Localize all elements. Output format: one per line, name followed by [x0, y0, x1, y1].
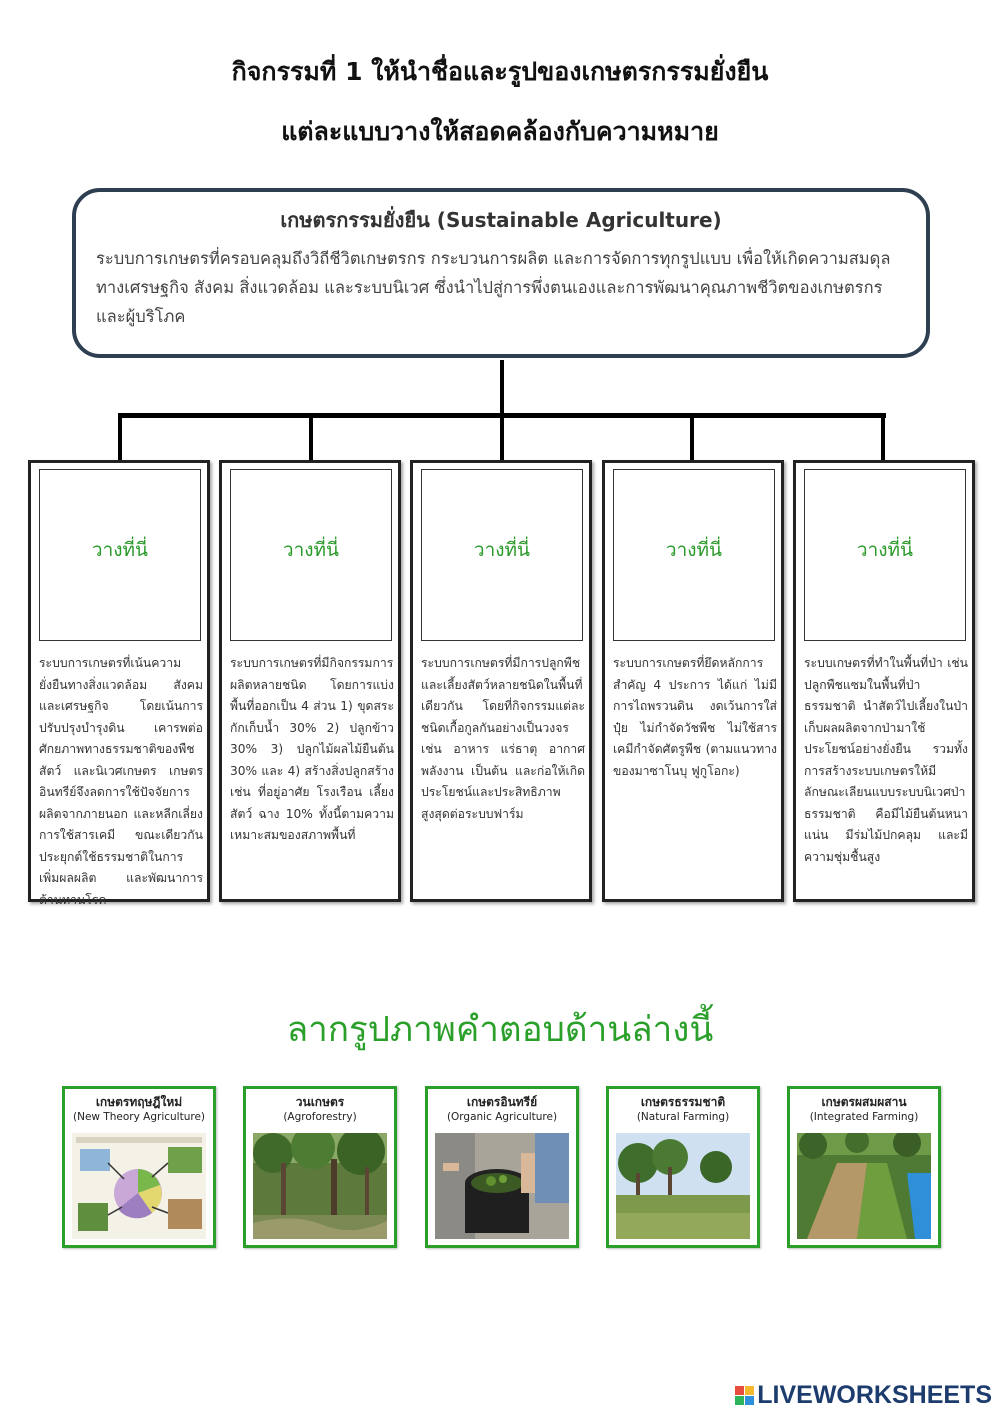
- drop-zone[interactable]: [613, 469, 775, 641]
- column-description: ระบบเกษตรที่ทำในพื้นที่ป่า เช่น ปลูกพืชแซมในพื้นที่ป่าธรรมชาติ นำสัตว์ไปเลี้ยงในป่า เก็บผลผลิตจากป่ามาใช้ประโยชน์อย่างยั่งยืน รวมทั้ง การสร้างระบบเกษตรให้มีลักษณะเลียนแบบระบบนิเวศป่าธรรมชาติ คือมีไม้ยืนต้นหนาแน่น มีร่มไม้ปกคลุม และมีความชุ่มชื้นสูง: [804, 656, 968, 864]
- card-title: วนเกษตร: [295, 1095, 345, 1109]
- column-description: ระบบการเกษตรที่มีการปลูกพืชและเลี้ยงสัตว์หลายชนิดในพื้นที่เดียวกัน โดยที่กิจกรรมแต่ละชนิดเกื้อกูลกันอย่างเป็นวงจร เช่น อาหาร แร่ธาตุ อากาศ พลังงาน เป็นต้น และก่อให้เกิดประโยชน์และประสิทธิภาพสูงสุดต่อระบบฟาร์ม: [421, 656, 585, 821]
- card-title: เกษตรผสมผสาน: [821, 1095, 907, 1109]
- card-title: เกษตรธรรมชาติ: [640, 1095, 726, 1109]
- card-english-title: (Integrated Farming): [809, 1111, 919, 1123]
- logo-square-yellow: [745, 1386, 754, 1395]
- answer-card-natural-farming[interactable]: [606, 1086, 760, 1248]
- answer-card-agroforestry[interactable]: [243, 1086, 397, 1248]
- card-english-title: (Natural Farming): [636, 1111, 730, 1123]
- definition-body: ระบบการเกษตรที่ครอบคลุมถึงวิถีชีวิตเกษตรกร กระบวนการผลิต และการจัดการทุกรูปแบบ เพื่อให้เกิดความสมดุลทางเศรษฐกิจ สังคม สิ่งแวดล้อม และระบบนิเวศ ซึ่งนำไปสู่การพึ่งตนเองและการพัฒนาคุณภาพชีวิตของเกษตรกรและผู้บริโภค: [96, 249, 891, 326]
- drop-zone[interactable]: [804, 469, 966, 641]
- column-description: ระบบการเกษตรที่เน้นความยั่งยืนทางสิ่งแวดล้อม สังคม และเศรษฐกิจ โดยเน้นการปรับปรุงบำรุงดิน เคารพต่อศักยภาพทางธรรมชาติของพืช สัตว์ และนิเวศเกษตร เกษตรอินทรีย์จึงลดการใช้ปัจจัยการผลิตจากภายนอก และหลีกเลี่ยงการใช้สารเคมี ขณะเดียวกัน ประยุกต์ใช้ธรรมชาติในการเพิ่มผลผลิต และพัฒนาการต้านทานโรค: [39, 656, 203, 907]
- liveworksheets-logo: [735, 1380, 992, 1410]
- drag-instruction-heading: ลากรูปภาพคำตอบด้านล่างนี้: [286, 1010, 714, 1050]
- card-title: เกษตรทฤษฎีใหม่: [95, 1095, 183, 1109]
- drop-zone-placeholder: วางที่นี่: [665, 539, 723, 561]
- drop-zone-placeholder: วางที่นี่: [91, 539, 149, 561]
- logo-text: LIVEWORKSHEETS: [757, 1380, 992, 1409]
- definition-title: เกษตรกรรมยั่งยืน (Sustainable Agriculture): [280, 208, 722, 232]
- activity-title-line-2: แต่ละแบบวางให้สอดคล้องกับความหมาย: [281, 117, 719, 146]
- drop-zone[interactable]: [421, 469, 583, 641]
- logo-square-green: [735, 1396, 744, 1405]
- compost-bucket-photo-image: [435, 1133, 569, 1239]
- definition-column-5: [793, 460, 975, 902]
- card-english-title: (Agroforestry): [283, 1111, 357, 1123]
- definition-column-1: [28, 460, 210, 907]
- canal-farm-photo-image: [797, 1133, 931, 1239]
- drop-zone[interactable]: [230, 469, 392, 641]
- new-theory-diagram-image: [72, 1133, 206, 1239]
- column-description: ระบบการเกษตรที่ยึดหลักการสำคัญ 4 ประการ ได้แก่ ไม่มีการไถพรวนดิน งดเว้นการใส่ปุ๋ย ไม่กำจัดวัชพืช ไม่ใช้สารเคมีกำจัดศัตรูพืช (ตามแนวทางของมาซาโนบุ ฟูกูโอกะ): [613, 656, 777, 778]
- drop-zone-placeholder: วางที่นี่: [856, 539, 914, 561]
- activity-title-line-1: กิจกรรมที่ 1 ให้นำชื่อและรูปของเกษตรกรรมยั่งยืน: [231, 57, 769, 86]
- logo-badge-icon: [735, 1386, 754, 1405]
- definition-column-2: [219, 460, 401, 902]
- connector-drop-4: [690, 413, 694, 463]
- card-english-title: (New Theory Agriculture): [73, 1111, 205, 1123]
- drop-zone-placeholder: วางที่นี่: [473, 539, 531, 561]
- connector-drop-5: [881, 413, 885, 463]
- connector-drop-3: [500, 413, 504, 463]
- answer-card-integrated-farming[interactable]: [787, 1086, 941, 1248]
- forest-photo-image: [253, 1133, 387, 1239]
- answer-card-organic[interactable]: [425, 1086, 579, 1248]
- definition-box: [72, 188, 930, 358]
- connector-drop-1: [118, 413, 122, 463]
- definition-column-3: [410, 460, 592, 902]
- answer-card-new-theory[interactable]: [62, 1086, 216, 1248]
- column-description: ระบบการเกษตรที่มีกิจกรรมการผลิตหลายชนิด โดยการแบ่งพื้นที่ออกเป็น 4 ส่วน 1) ขุดสระกักเก็บน้ำ 30% 2) ปลูกข้าว 30% 3) ปลูกไม้ผลไม้ยืนต้น 30% และ 4) สร้างสิ่งปลูกสร้าง เช่น ที่อยู่อาศัย โรงเรือน เลี้ยงสัตว์ ฉาง 10% ทั้งนี้ตามความเหมาะสมของสภาพพื้นที่: [230, 656, 394, 842]
- definition-column-4: [602, 460, 784, 902]
- card-english-title: (Organic Agriculture): [446, 1111, 558, 1123]
- card-title: เกษตรอินทรีย์: [466, 1095, 538, 1109]
- connector-drop-2: [309, 413, 313, 463]
- drop-zone-placeholder: วางที่นี่: [282, 539, 340, 561]
- connector-trunk: [500, 360, 504, 417]
- logo-square-blue: [745, 1396, 754, 1405]
- logo-square-red: [735, 1386, 744, 1395]
- drop-zone[interactable]: [39, 469, 201, 641]
- field-trees-photo-image: [616, 1133, 750, 1239]
